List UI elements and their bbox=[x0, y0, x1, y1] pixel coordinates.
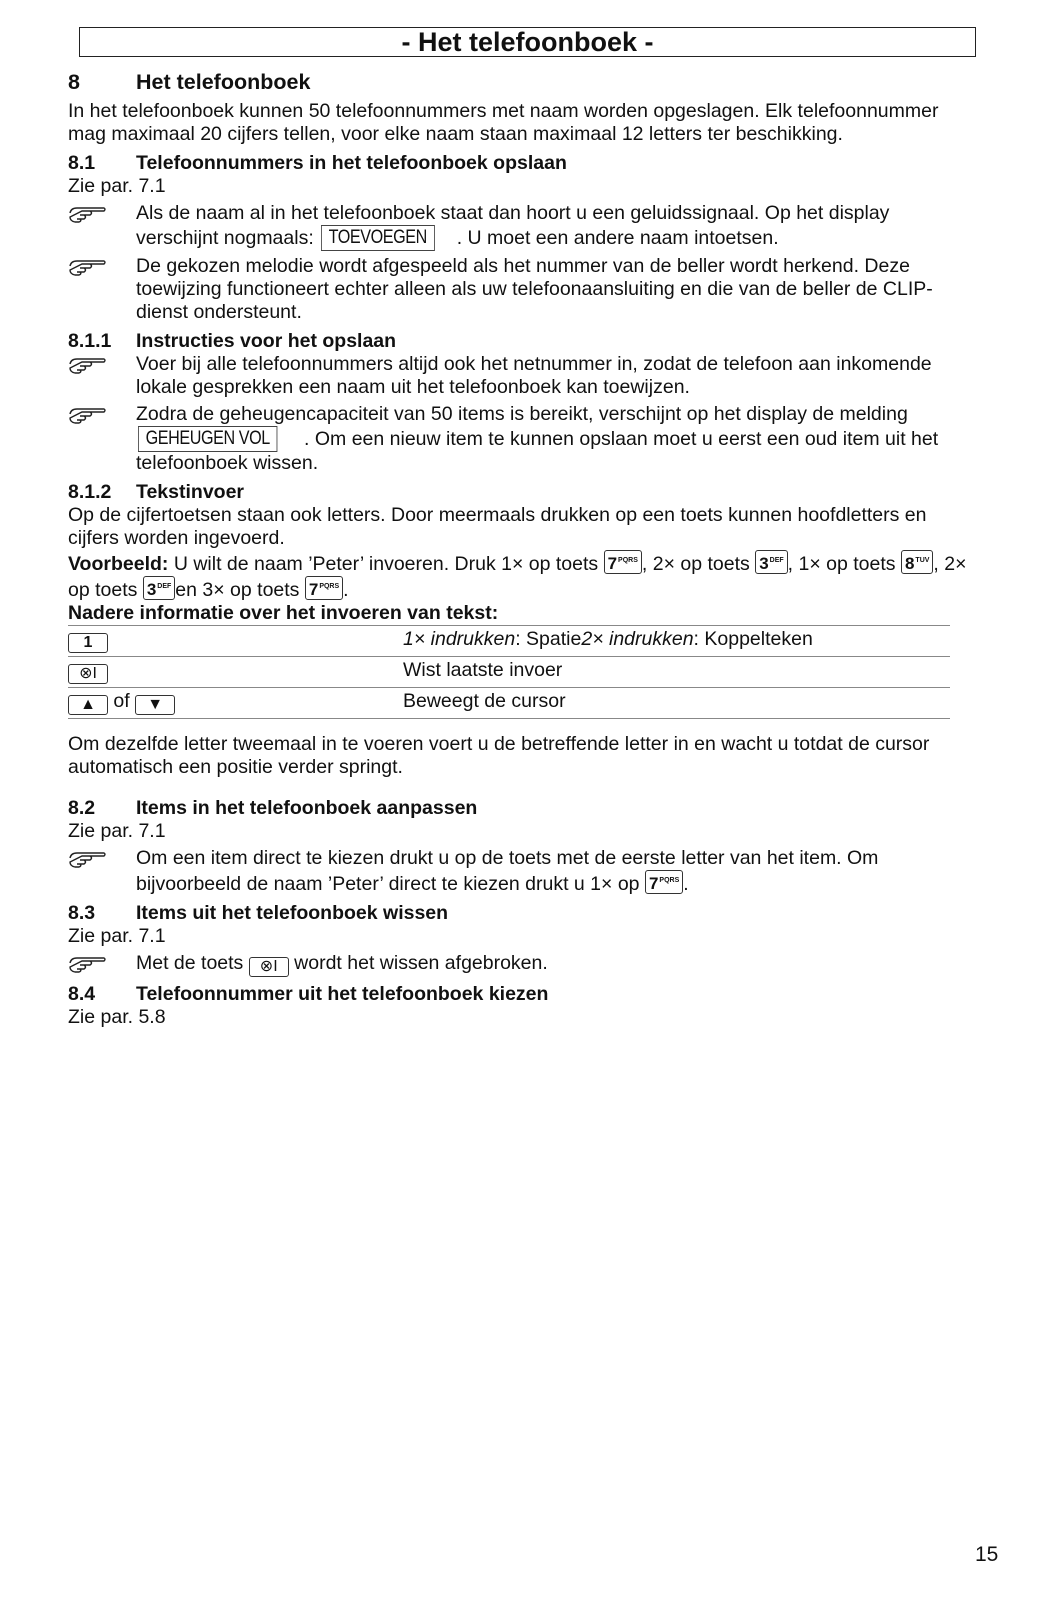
key-1-icon: 1 bbox=[68, 633, 108, 653]
pointing-hand-icon bbox=[68, 353, 136, 399]
row-label: of bbox=[113, 690, 130, 712]
note-text: wordt het wissen afgebroken. bbox=[288, 952, 548, 974]
note bbox=[68, 847, 976, 896]
example-paragraph bbox=[68, 550, 976, 602]
section-8-heading bbox=[68, 69, 976, 95]
key-letters: DEF bbox=[157, 583, 172, 590]
delete-key-icon: ⊗I bbox=[249, 957, 289, 977]
note bbox=[68, 952, 976, 977]
section-8-1-2-heading bbox=[68, 481, 976, 504]
section-8-2-heading bbox=[68, 797, 976, 820]
key-digit: 3 bbox=[759, 554, 769, 573]
example-label: Voorbeeld: bbox=[68, 553, 169, 575]
section-number: 8.2 bbox=[68, 797, 96, 819]
section-title: Items in het telefoonboek aanpassen bbox=[136, 797, 478, 819]
table-row bbox=[68, 657, 950, 688]
example-text: . bbox=[343, 579, 349, 601]
note bbox=[68, 353, 976, 399]
section-title: Telefoonnummer uit het telefoonboek kiezen bbox=[136, 983, 549, 1005]
table-row bbox=[68, 626, 950, 657]
note-text: . U moet een andere naam intoetsen. bbox=[456, 227, 779, 249]
key-digit: 7 bbox=[607, 554, 618, 573]
section-8-intro: In het telefoonboek kunnen 50 telefoonnummers met naam worden opgeslagen. Elk telefoonnummer mag maximaal 20 cijfers tellen, voor elke naam staan maximaal 12 letters ter beschikking. bbox=[68, 100, 939, 145]
key-letters: PQRS bbox=[659, 877, 680, 884]
note-text: Zodra de geheugencapaciteit van 50 items is bereikt, verschijnt op het display de melding bbox=[136, 403, 908, 425]
note bbox=[68, 403, 976, 475]
arrow-down-key-icon: ▼ bbox=[135, 695, 175, 715]
table-title: Nadere informatie over het invoeren van tekst: bbox=[68, 602, 499, 624]
section-number: 8 bbox=[68, 70, 80, 94]
key-7-icon bbox=[645, 870, 683, 894]
section-8-3-heading bbox=[68, 902, 976, 925]
note bbox=[68, 255, 976, 324]
pointing-hand-icon bbox=[68, 255, 136, 324]
key-7-icon bbox=[305, 576, 343, 600]
section-title: Telefoonnummers in het telefoonboek opslaan bbox=[136, 152, 567, 174]
row-desc: Wist laatste invoer bbox=[403, 657, 950, 688]
key-digit: 3 bbox=[146, 580, 157, 599]
row-desc: : Spatie bbox=[515, 628, 582, 650]
section-8-1-heading bbox=[68, 152, 976, 175]
row-desc: 2× indrukken bbox=[581, 628, 694, 650]
page-header: - Het telefoonboek - bbox=[79, 27, 976, 57]
arrow-up-key-icon: ▲ bbox=[68, 695, 108, 715]
section-8-1-1-heading bbox=[68, 330, 976, 353]
example-text: en 3× op toets bbox=[175, 579, 305, 601]
key-digit: 7 bbox=[648, 874, 659, 893]
key-digit: 7 bbox=[308, 580, 319, 599]
pointing-hand-icon bbox=[68, 403, 136, 475]
section-number: 8.4 bbox=[68, 983, 96, 1005]
key-8-icon bbox=[901, 550, 933, 574]
note bbox=[68, 202, 976, 251]
key-letters: PQRS bbox=[319, 583, 340, 590]
section-8-4-ref: Zie par. 5.8 bbox=[68, 1006, 166, 1028]
note-text: . bbox=[683, 873, 689, 895]
key-letters: DEF bbox=[769, 557, 784, 564]
pointing-hand-icon bbox=[68, 952, 136, 977]
section-8-1-ref: Zie par. 7.1 bbox=[68, 175, 166, 197]
section-title: Het telefoonboek bbox=[136, 70, 311, 94]
section-number: 8.1.1 bbox=[68, 330, 112, 352]
note-text: De gekozen melodie wordt afgespeeld als het nummer van de beller wordt herkend. Deze toewijzing functioneert echter alleen als uw telefoonaansluiting en die van de beller de CLIP-dienst ondersteunt. bbox=[136, 255, 933, 323]
row-desc: Beweegt de cursor bbox=[403, 688, 950, 719]
example-text: , 2× op toets bbox=[68, 553, 967, 601]
key-letters: TUV bbox=[915, 557, 930, 564]
section-number: 8.3 bbox=[68, 902, 96, 924]
section-8-1-2-text: Op de cijfertoetsen staan ook letters. Door meermaals drukken op een toets kunnen hoofdletters en cijfers worden ingevoerd. bbox=[68, 504, 927, 549]
key-digit: 8 bbox=[904, 554, 915, 573]
key-7-icon bbox=[604, 550, 642, 574]
row-desc: 1× indrukken bbox=[403, 628, 516, 650]
section-8-3-ref: Zie par. 7.1 bbox=[68, 925, 166, 947]
key-letters: PQRS bbox=[618, 557, 638, 564]
note-text: Als de naam al in het telefoonboek staat dan hoort u een geluidssignaal. Op het display verschijnt nogmaals: bbox=[136, 202, 890, 249]
section-number: 8.1.2 bbox=[68, 481, 112, 503]
example-text: , 1× op toets bbox=[787, 553, 901, 575]
section-8-1-2-after: Om dezelfde letter tweemaal in te voeren voert u de betreffende letter in en wacht u totdat de cursor automatisch een positie verder springt. bbox=[68, 733, 930, 778]
display-text: TOEVOEGEN bbox=[321, 225, 434, 251]
key-3-icon bbox=[143, 576, 175, 600]
pointing-hand-icon bbox=[68, 847, 136, 896]
note-text: Met de toets bbox=[136, 952, 249, 974]
section-8-4-heading bbox=[68, 983, 976, 1006]
section-title: Tekstinvoer bbox=[136, 481, 245, 503]
example-text: U wilt de naam ’Peter’ invoeren. Druk 1× op toets bbox=[168, 553, 604, 575]
pointing-hand-icon bbox=[68, 202, 136, 251]
note-text: . Om een nieuw item te kunnen opslaan moet u eerst een oud item uit het telefoonboek wissen. bbox=[136, 428, 939, 474]
note-text: Om een item direct te kiezen drukt u op de toets met de eerste letter van het item. Om bijvoorbeeld de naam ’Peter’ direct te kiezen drukt u 1× op bbox=[136, 847, 879, 895]
section-8-2-ref: Zie par. 7.1 bbox=[68, 820, 166, 842]
example-text: , 2× op toets bbox=[641, 553, 756, 575]
page-number: 15 bbox=[975, 1543, 999, 1566]
section-title: Items uit het telefoonboek wissen bbox=[136, 902, 449, 924]
note-text: Voer bij alle telefoonnummers altijd ook het netnummer in, zodat de telefoon aan inkomende lokale gesprekken een naam uit het telefoonboek kan toewijzen. bbox=[136, 353, 932, 398]
display-text: GEHEUGEN VOL bbox=[138, 426, 277, 452]
delete-key-icon: ⊗I bbox=[68, 664, 108, 684]
key-3-icon bbox=[755, 550, 787, 574]
section-number: 8.1 bbox=[68, 152, 96, 174]
row-desc: : Koppelteken bbox=[693, 628, 813, 650]
text-input-table bbox=[68, 625, 950, 719]
section-title: Instructies voor het opslaan bbox=[136, 330, 397, 352]
manual-page bbox=[68, 27, 976, 1029]
table-row bbox=[68, 688, 950, 719]
